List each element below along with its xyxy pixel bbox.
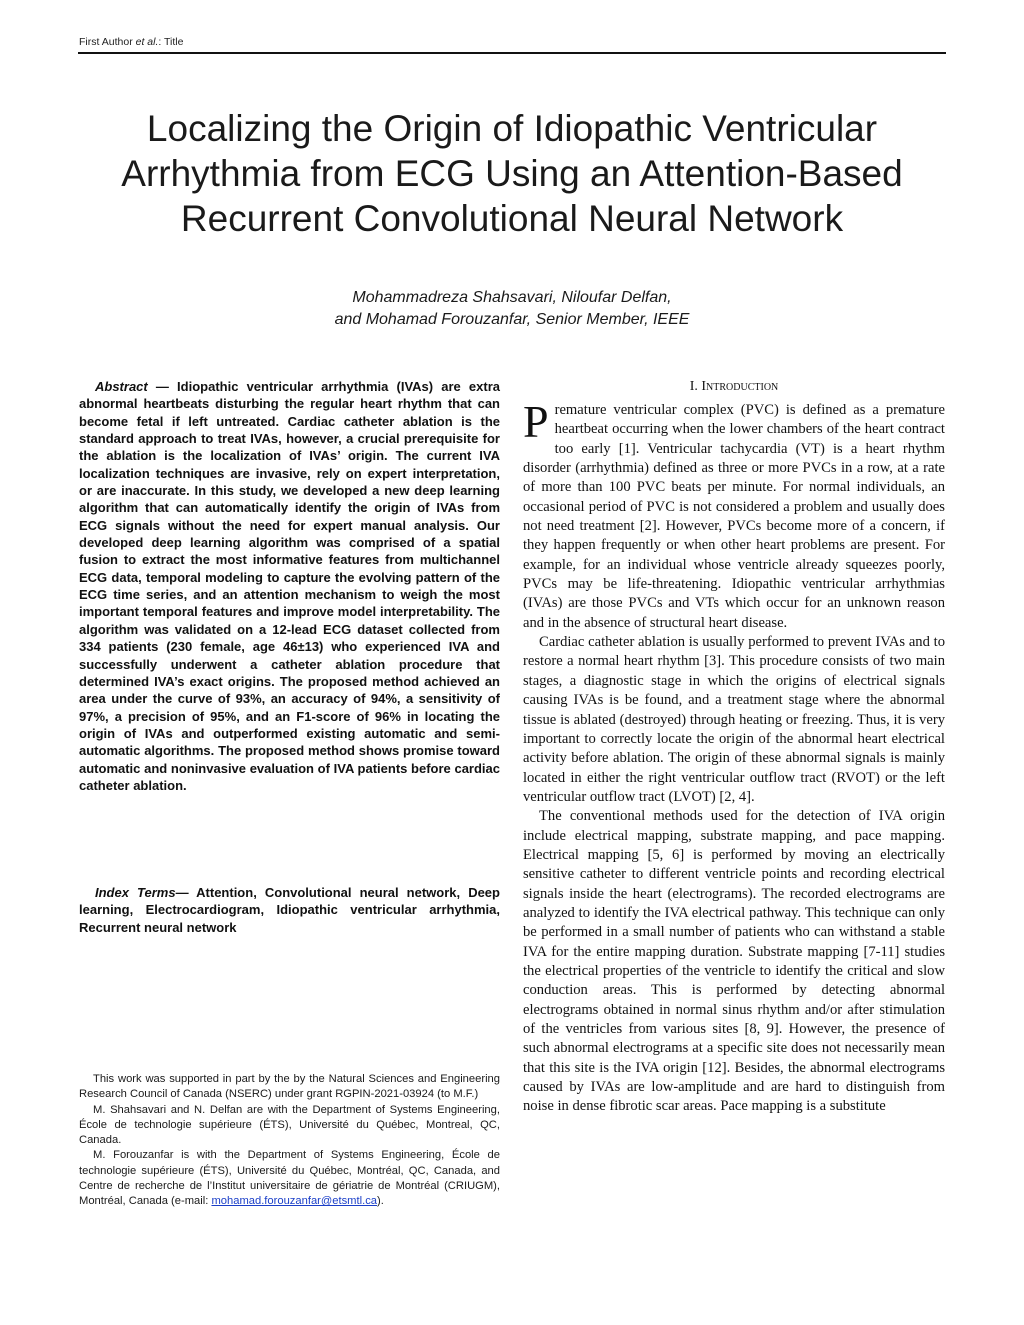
footnote-affiliation-2-end: ). xyxy=(377,1195,384,1208)
footnote-affiliation-1: M. Shahsavari and N. Delfan are with the Department of Systems Engineering, École de technologie supérieure (ÉTS), Université du Québec, Montreal, QC, Canada. xyxy=(79,1103,500,1147)
author-block xyxy=(150,287,874,331)
authors-line-1: Mohammadreza Shahsavari, Niloufar Delfan, xyxy=(352,289,672,306)
footnote-funding: This work was supported in part by the by the Natural Sciences and Engineering Research Council of Canada (NSERC) under grant RGPIN-2021-03924 (to M.F.) xyxy=(79,1073,500,1101)
footnote xyxy=(79,1072,500,1210)
running-head-suffix: : Title xyxy=(158,36,184,48)
abstract xyxy=(79,378,500,794)
intro-paragraph-2: Cardiac catheter ablation is usually performed to prevent IVAs and to restore a normal heart rhythm [3]. This procedure consists of two main stages, a diagnostic stage in which the origins of electrical signals causing IVAs is be found, and a treatment stage where the abnormal tissue is ablated (destroyed) through heating or freezing. Thus, it is very important to correctly locate the origin of the abnormal heart electrical activity before ablation. The origin of these abnormal signals is mainly located in either the right ventricular outflow tract (RVOT) or the left ventricular outflow tract (LVOT) [2, 4]. xyxy=(523,634,945,805)
abstract-label: Abstract xyxy=(95,379,148,394)
footnote-affiliation-2 xyxy=(79,1148,500,1209)
section-heading xyxy=(523,378,945,396)
running-head-prefix: First Author xyxy=(79,36,136,48)
drop-cap: P xyxy=(523,396,549,447)
index-terms-label: Index Terms xyxy=(95,885,176,900)
intro-paragraph-3: The conventional methods used for the detection of IVA origin include electrical mapping, substrate mapping, and pace mapping. Electrical mapping [5, 6] is performed by moving an electrically sensitive catheter to different ventricle points and recording electrical signals inside the heart (electrograms). The recorded electrograms are analyzed to identify the IVA electrical pathway. This technique can only be performed in a small number of patients who can withstand a stable IVA for the entire mapping duration. Substrate mapping [7-11] studies the electrical properties of the ventricle to identify the critical and slow conduction areas. This is performed by detecting abnormal electrograms obtained in normal sinus rhythm and/or after stimulation of the ventricles from various sites [8, 9]. However, the presence of such abnormal electrograms at a specific site does not necessarily mean that this site is the IVA origin [12]. Besides, the abnormal electrograms caused by IVAs are low-amplitude and are hard to distinguish from noise in dense fibrotic scar areas. Pace mapping is a substitute xyxy=(523,808,945,1115)
intro-paragraph-1-text: remature ventricular complex (PVC) is defined as a premature heartbeat occurring when the lower chambers of the heart contract too early [1]. Ventricular tachycardia (VT) is a heart rhythm disorder (arrhythmia) defined as three or more PVCs in a row, at a rate of more than 100 PVC beats per minute. For normal individuals, an occasional period of PVC is not considered a problem and usually does not need treatment [2]. However, PVCs become more of a concern, if they happen frequently or when other heart problems are present. For example, for an individual whose ventricle already squeezes poorly, PVCs may be life-threatening. Idiopathic ventricular arrhythmias (IVAs) are those PVCs and VTs which occur for an unknown reason and in the absence of structural heart disease. xyxy=(523,402,945,631)
footnote-affiliation-2-text: M. Forouzanfar is with the Department of Systems Engineering, École de technologie supérieure (ÉTS), Université du Québec, Montréal, QC, Canada, and Centre de recherche de l’Institut universitaire de gériatrie de Montréal (CRIUGM), Montréal, Canada (e-mail: xyxy=(79,1149,500,1208)
section-number: I. xyxy=(689,379,702,394)
running-head-etal: et al. xyxy=(135,36,159,48)
authors-line-2: and Mohamad Forouzanfar, Senior Member, IEEE xyxy=(334,311,690,328)
running-head xyxy=(79,36,183,48)
section-title: Introduction xyxy=(701,379,779,394)
abstract-text: — Idiopathic ventricular arrhythmia (IVAs) are extra abnormal heartbeats disturbing the regular heart rhythm that can become fetal if left untreated. Cardiac catheter ablation is the standard approach to treat IVAs, however, a crucial prerequisite for the ablation is the localization of IVAs’ origin. The current IVA localization techniques are invasive, rely on expert interpretation, or are inaccurate. In this study, we developed a new deep learning algorithm that can automatically identify the origin of IVAs from ECG signals without the need for expert manual analysis. Our developed deep learning algorithm was comprised of a spatial fusion to extract the most informative features from multichannel ECG data, temporal modeling to capture the evolving pattern of the ECG time series, and an attention mechanism to weigh the most important temporal features and improve model interpretability. The algorithm was validated on a 12-lead ECG dataset collected from 334 patients (230 female, age 46±13) who experienced IVA and successfully underwent a catheter ablation procedure that determined IVA’s exact origins. The proposed method achieved an area under the curve of 93%, an accuracy of 94%, a sensitivity of 97%, a precision of 95%, and an F1-score of 96% in locating the origin of IVAs and outperformed existing automatic and semi-automatic algorithms. The proposed method shows promise toward automatic and noninvasive evaluation of IVA patients before cardiac catheter ablation. xyxy=(79,379,500,793)
email-link[interactable]: mohamad.forouzanfar@etsmtl.ca xyxy=(211,1195,378,1208)
introduction-section xyxy=(523,378,945,1117)
paper-title: Localizing the Origin of Idiopathic Ventricular Arrhythmia from ECG Using an Attention-Based Recurrent Convolutional Neural Network xyxy=(121,108,903,239)
index-terms xyxy=(79,884,500,936)
header-rule xyxy=(78,52,946,54)
intro-paragraph-1 xyxy=(523,396,945,633)
index-terms-text: — Attention, Convolutional neural network, Deep learning, Electrocardiogram, Idiopathic ventricular arrhythmia, Recurrent neural network xyxy=(79,885,500,935)
